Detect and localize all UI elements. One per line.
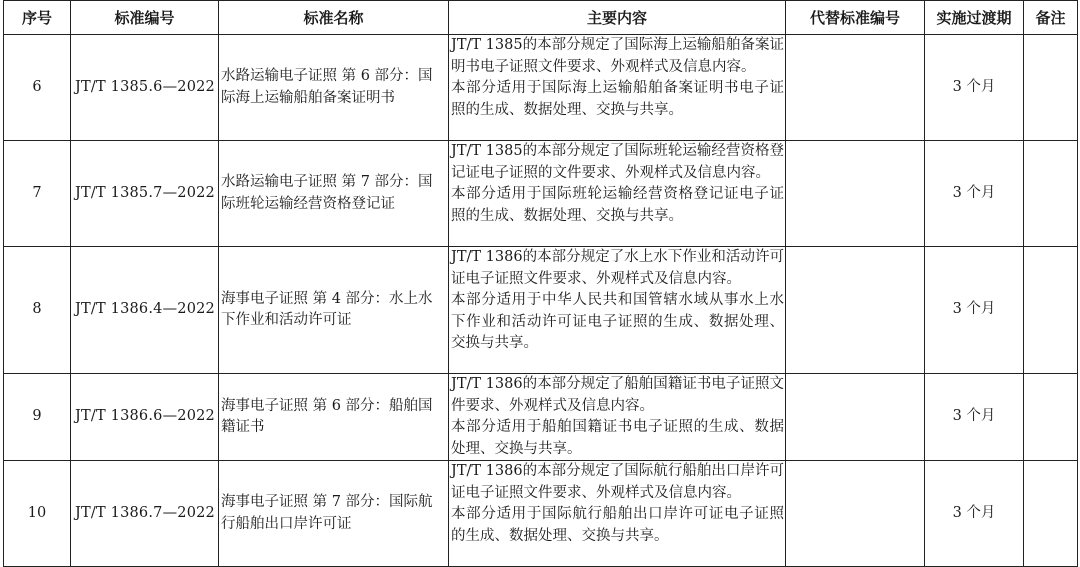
content-applicability-paragraph: 本部分适用于船舶国籍证书电子证照的生成、数据处理、交换与共享。: [451, 419, 784, 457]
content-scope-paragraph: JT/T 1386的本部分规定了船舶国籍证书电子证照文件要求、外观样式及信息内容。: [451, 376, 784, 414]
cell-remarks: [1024, 141, 1078, 247]
cell-code: JT/T 1386.6—2022: [71, 374, 219, 461]
cell-remarks: [1024, 35, 1078, 141]
header-code: 标准编号: [71, 1, 219, 35]
cell-remarks: [1024, 247, 1078, 374]
cell-content: [449, 35, 786, 141]
cell-name: 海事电子证照 第 4 部分：水上水下作业和活动许可证: [219, 247, 449, 374]
table-row: [4, 141, 1078, 247]
table-row: [4, 374, 1078, 461]
header-seq: 序号: [4, 1, 71, 35]
content-applicability-paragraph: 本部分适用于国际班轮运输经营资格登记证电子证照的生成、数据处理、交换与共享。: [451, 186, 784, 224]
cell-name: 水路运输电子证照 第 6 部分：国际海上运输船舶备案证明书: [219, 35, 449, 141]
content-scope-paragraph: JT/T 1385的本部分规定了国际班轮运输经营资格登记证电子证照的文件要求、外观样式及信息内容。: [451, 143, 784, 181]
table-row: [4, 461, 1078, 567]
cell-name: 海事电子证照 第 6 部分：船舶国籍证书: [219, 374, 449, 461]
content-applicability-paragraph: 本部分适用于国际航行船舶出口岸许可证电子证照的生成、数据处理、交换与共享。: [451, 506, 784, 544]
cell-name: 海事电子证照 第 7 部分：国际航行船舶出口岸许可证: [219, 461, 449, 567]
content-applicability-paragraph: 本部分适用于国际海上运输船舶备案证明书电子证照的生成、数据处理、交换与共享。: [451, 80, 784, 118]
cell-replaced: [786, 141, 925, 247]
cell-remarks: [1024, 461, 1078, 567]
cell-content: [449, 247, 786, 374]
header-name: 标准名称: [219, 1, 449, 35]
cell-seq: 8: [4, 247, 71, 374]
cell-code: JT/T 1385.6—2022: [71, 35, 219, 141]
cell-transition: 3 个月: [925, 461, 1024, 567]
cell-seq: 7: [4, 141, 71, 247]
cell-seq: 10: [4, 461, 71, 567]
cell-replaced: [786, 374, 925, 461]
content-applicability-paragraph: 本部分适用于中华人民共和国管辖水域从事水上水下作业和活动许可证电子证照的生成、数据处理、交换与共享。: [451, 292, 784, 351]
cell-transition: 3 个月: [925, 35, 1024, 141]
standards-table: [3, 0, 1078, 567]
cell-replaced: [786, 247, 925, 374]
cell-name: 水路运输电子证照 第 7 部分：国际班轮运输经营资格登记证: [219, 141, 449, 247]
cell-content: [449, 141, 786, 247]
content-scope-paragraph: JT/T 1385的本部分规定了国际海上运输船舶备案证明书电子证照文件要求、外观样式及信息内容。: [451, 37, 784, 75]
table-header-row: [4, 1, 1078, 35]
table-row: [4, 35, 1078, 141]
cell-seq: 9: [4, 374, 71, 461]
header-remarks: 备注: [1024, 1, 1078, 35]
cell-transition: 3 个月: [925, 247, 1024, 374]
cell-replaced: [786, 35, 925, 141]
cell-replaced: [786, 461, 925, 567]
cell-transition: 3 个月: [925, 141, 1024, 247]
cell-remarks: [1024, 374, 1078, 461]
header-replaced: 代替标准编号: [786, 1, 925, 35]
cell-content: [449, 461, 786, 567]
header-transition: 实施过渡期: [925, 1, 1024, 35]
content-scope-paragraph: JT/T 1386的本部分规定了国际航行船舶出口岸许可证电子证照文件要求、外观样式及信息内容。: [451, 463, 784, 501]
cell-transition: 3 个月: [925, 374, 1024, 461]
cell-code: JT/T 1386.7—2022: [71, 461, 219, 567]
cell-code: JT/T 1385.7—2022: [71, 141, 219, 247]
cell-seq: 6: [4, 35, 71, 141]
cell-content: [449, 374, 786, 461]
content-scope-paragraph: JT/T 1386的本部分规定了水上水下作业和活动许可证电子证照文件要求、外观样式及信息内容。: [451, 249, 784, 287]
cell-code: JT/T 1386.4—2022: [71, 247, 219, 374]
header-content: 主要内容: [449, 1, 786, 35]
table-row: [4, 247, 1078, 374]
